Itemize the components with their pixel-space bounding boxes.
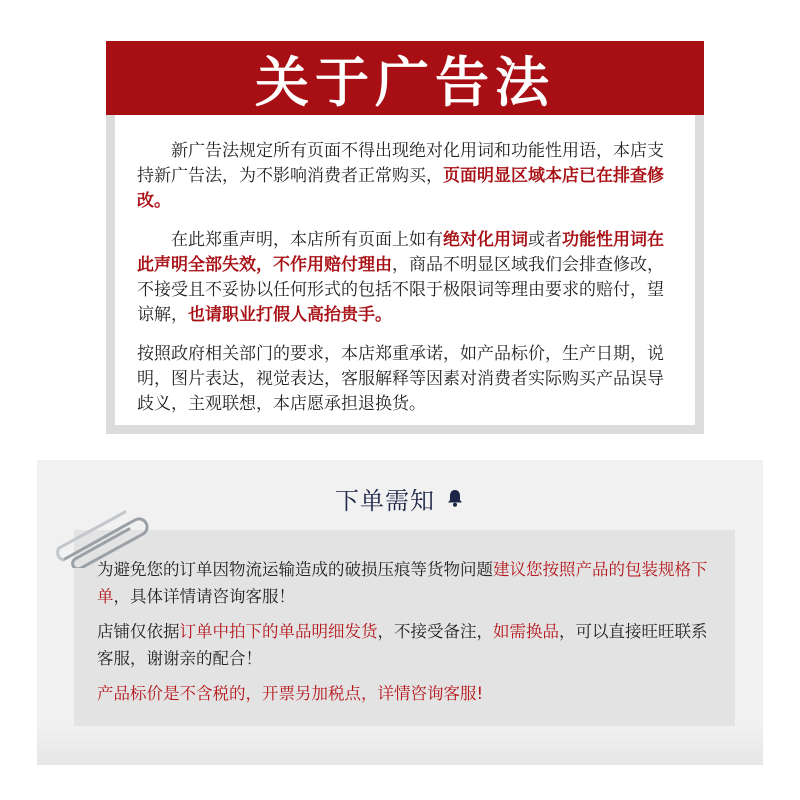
notice-p2-highlight-b: 如需换品 <box>493 622 559 641</box>
advertising-law-body <box>115 115 695 425</box>
notice-p2-highlight-a: 订单中拍下的单品明细发货 <box>179 622 378 641</box>
notice-paragraph-3: 产品标价是不含税的，开票另加税点，详情咨询客服! <box>97 684 484 703</box>
law-paragraph-3: 按照政府相关部门的要求，本店郑重承诺，如产品标价，生产日期，说明，图片表达，视觉表达，客服解释等因素对消费者实际购买产品误导歧义，主观联想，本店愿承担退换货。 <box>137 344 664 414</box>
law-paragraph-1 <box>137 139 677 214</box>
law-p2-text-b: 或者 <box>528 230 562 250</box>
notice-p1-text: 为避免您的订单因物流运输造成的破损压痕等货物问题 <box>97 560 493 579</box>
paperclip-icon <box>55 508 151 568</box>
advertising-law-panel <box>106 41 704 434</box>
order-notice-title: 下单需知 <box>335 486 435 515</box>
advertising-law-title: 关于广告法 <box>106 41 704 115</box>
notice-paragraph-1 <box>97 556 715 610</box>
law-p2-highlight-b: 功能性用词在此声明全部失效，不作用赔付理由 <box>137 230 664 275</box>
order-notice-panel <box>37 460 763 765</box>
law-paragraph-2 <box>137 228 677 328</box>
bell-icon <box>445 488 465 508</box>
law-p2-highlight-a: 绝对化用词 <box>443 230 528 250</box>
notice-p2-text-c: ，可以直接旺旺联系客服，谢谢亲的配合！ <box>97 622 708 668</box>
notice-paragraph-2 <box>97 618 715 672</box>
notice-p1-highlight: 建议您按照产品的包装规格下单 <box>97 560 708 606</box>
law-p2-text-c: ，商品不明显区域我们会排查修改，不接受且不妥协以任何形式的包括不限于极限词等理由要求的赔付，望谅解， <box>137 255 664 325</box>
notice-p2-text-a: 店铺仅依据 <box>97 622 180 641</box>
law-p1-highlight: 页面明显区域本店已在排查修改。 <box>137 166 664 211</box>
order-notice-card <box>74 530 735 726</box>
law-p2-text-a: 在此郑重声明，本店所有页面上如有 <box>171 230 443 250</box>
law-p2-highlight-c: 也请职业打假人高抬贵手。 <box>188 305 392 325</box>
notice-p2-text-b: ，不接受备注， <box>377 622 493 641</box>
law-p1-text: 新广告法规定所有页面不得出现绝对化用词和功能性用语，本店支持新广告法，为不影响消费者正常购买， <box>137 141 664 186</box>
notice-p1-text-end: ，具体详情请咨询客服！ <box>113 587 295 606</box>
